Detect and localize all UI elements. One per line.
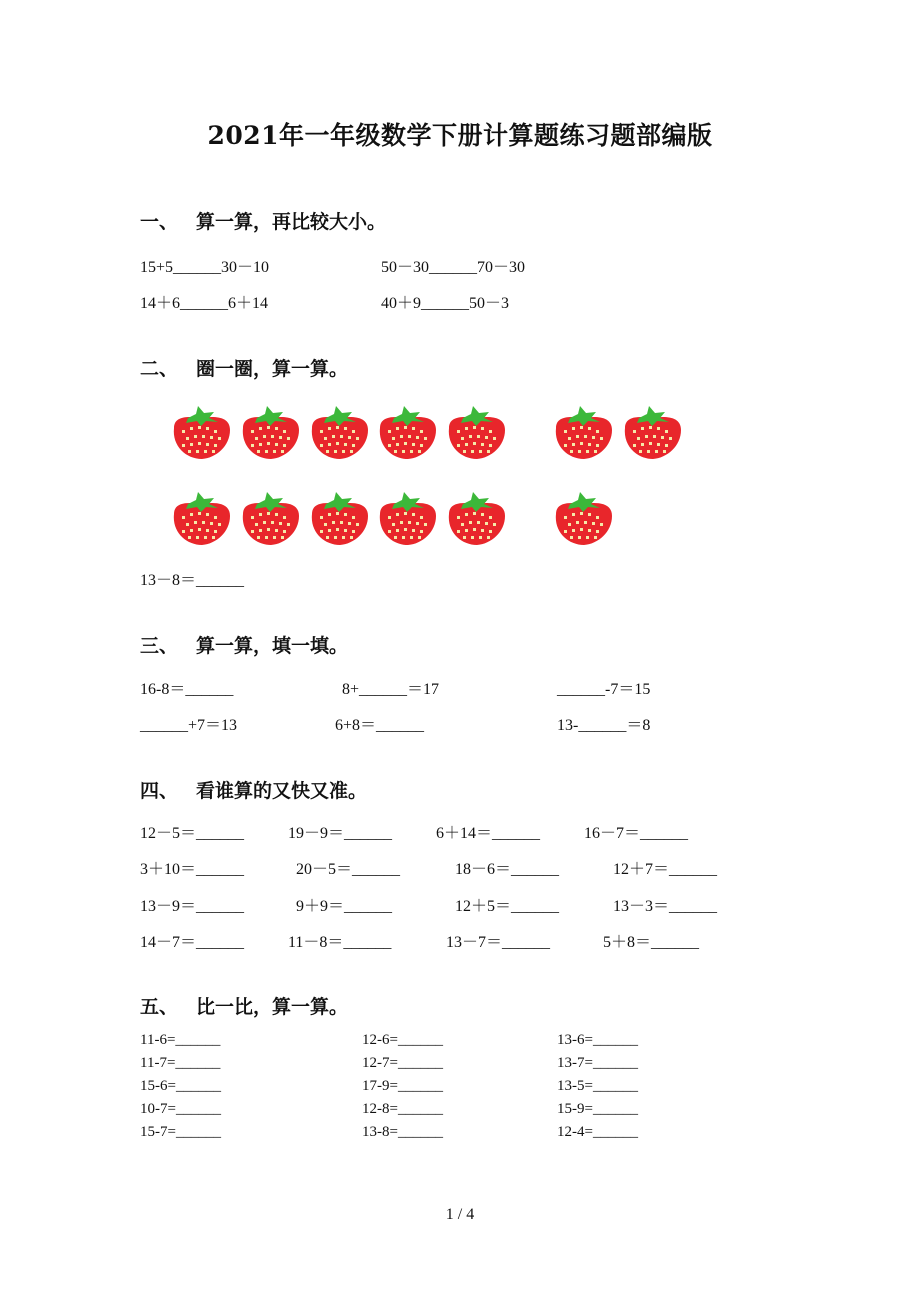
section-4-heading [140, 776, 367, 803]
page-number: 1 / 4 [445, 1206, 475, 1223]
section-5-number: 五、 [140, 996, 179, 1018]
section-1-heading [140, 207, 386, 234]
s3-problem-3: ______-7＝15 [557, 681, 651, 698]
s5-problem-8: 17-9=______ [362, 1078, 443, 1094]
section-4-number: 四、 [140, 780, 179, 802]
s4-problem-13: 14－7＝______ [140, 934, 245, 951]
strawberry-icon [237, 490, 303, 548]
strawberry-icon [550, 404, 616, 462]
s1-problem-2: 50－30______70－30 [381, 259, 526, 276]
s4-problem-2: 19－9＝______ [288, 825, 393, 842]
s4-problem-5: 3＋10＝______ [140, 861, 245, 878]
s3-problem-2: 8+______＝17 [342, 681, 440, 698]
s4-problem-9: 13－9＝______ [140, 898, 245, 915]
s5-problem-12: 15-9=______ [557, 1101, 638, 1117]
s5-problem-9: 13-5=______ [557, 1078, 638, 1094]
s4-problem-10: 9＋9＝______ [296, 898, 393, 915]
s4-problem-16: 5＋8＝______ [603, 934, 700, 951]
strawberry-icon [619, 404, 685, 462]
s3-problem-1: 16-8＝______ [140, 681, 234, 698]
s1-problem-3: 14＋6______6＋14 [140, 295, 269, 312]
s4-problem-1: 12－5＝______ [140, 825, 245, 842]
s5-problem-15: 12-4=______ [557, 1124, 638, 1140]
strawberry-icon [374, 490, 440, 548]
s3-problem-4: ______+7＝13 [140, 717, 238, 734]
s5-problem-14: 13-8=______ [362, 1124, 443, 1140]
s1-problem-1: 15+5______30－10 [140, 259, 270, 276]
s3-problem-6: 13-______＝8 [557, 717, 651, 734]
section-3-heading [140, 631, 348, 658]
strawberry-icon [443, 490, 509, 548]
s3-problem-5: 6+8＝______ [335, 717, 425, 734]
s4-problem-4: 16－7＝______ [584, 825, 689, 842]
s4-problem-11: 12＋5＝______ [455, 898, 560, 915]
section-3-number: 三、 [140, 635, 179, 657]
s4-problem-3: 6＋14＝______ [436, 825, 541, 842]
strawberry-icon [550, 490, 616, 548]
strawberry-icon [237, 404, 303, 462]
section-2-number: 二、 [140, 358, 179, 380]
s5-problem-7: 15-6=______ [140, 1078, 221, 1094]
section-3-title: 算一算，填一填。 [196, 635, 349, 657]
s1-problem-4: 40＋9______50－3 [381, 295, 510, 312]
strawberry-icon [374, 404, 440, 462]
strawberry-icon [168, 404, 234, 462]
s2-problem-1: 13－8＝______ [140, 572, 245, 589]
s5-problem-3: 13-6=______ [557, 1032, 638, 1048]
s5-problem-1: 11-6=______ [140, 1032, 221, 1048]
section-2-heading [140, 354, 348, 381]
s4-problem-7: 18－6＝______ [455, 861, 560, 878]
s4-problem-6: 20－5＝______ [296, 861, 401, 878]
section-1-number: 一、 [140, 211, 179, 233]
section-2-title: 圈一圈，算一算。 [196, 358, 349, 380]
strawberry-icon [306, 490, 372, 548]
section-4-title: 看谁算的又快又准。 [196, 780, 368, 802]
strawberry-icon [306, 404, 372, 462]
strawberry-icon [168, 490, 234, 548]
s5-problem-11: 12-8=______ [362, 1101, 443, 1117]
s4-problem-8: 12＋7＝______ [613, 861, 718, 878]
s5-problem-5: 12-7=______ [362, 1055, 443, 1071]
s5-problem-4: 11-7=______ [140, 1055, 221, 1071]
page-title: 2021年一年级数学下册计算题练习题部编版 [207, 121, 713, 150]
s5-problem-10: 10-7=______ [140, 1101, 221, 1117]
s4-problem-12: 13－3＝______ [613, 898, 718, 915]
strawberry-icon [443, 404, 509, 462]
s5-problem-13: 15-7=______ [140, 1124, 221, 1140]
section-1-title: 算一算，再比较大小。 [196, 211, 387, 233]
s4-problem-14: 11－8＝______ [288, 934, 392, 951]
section-5-title: 比一比，算一算。 [196, 996, 349, 1018]
s5-problem-2: 12-6=______ [362, 1032, 443, 1048]
s5-problem-6: 13-7=______ [557, 1055, 638, 1071]
s4-problem-15: 13－7＝______ [446, 934, 551, 951]
section-5-heading [140, 992, 348, 1019]
